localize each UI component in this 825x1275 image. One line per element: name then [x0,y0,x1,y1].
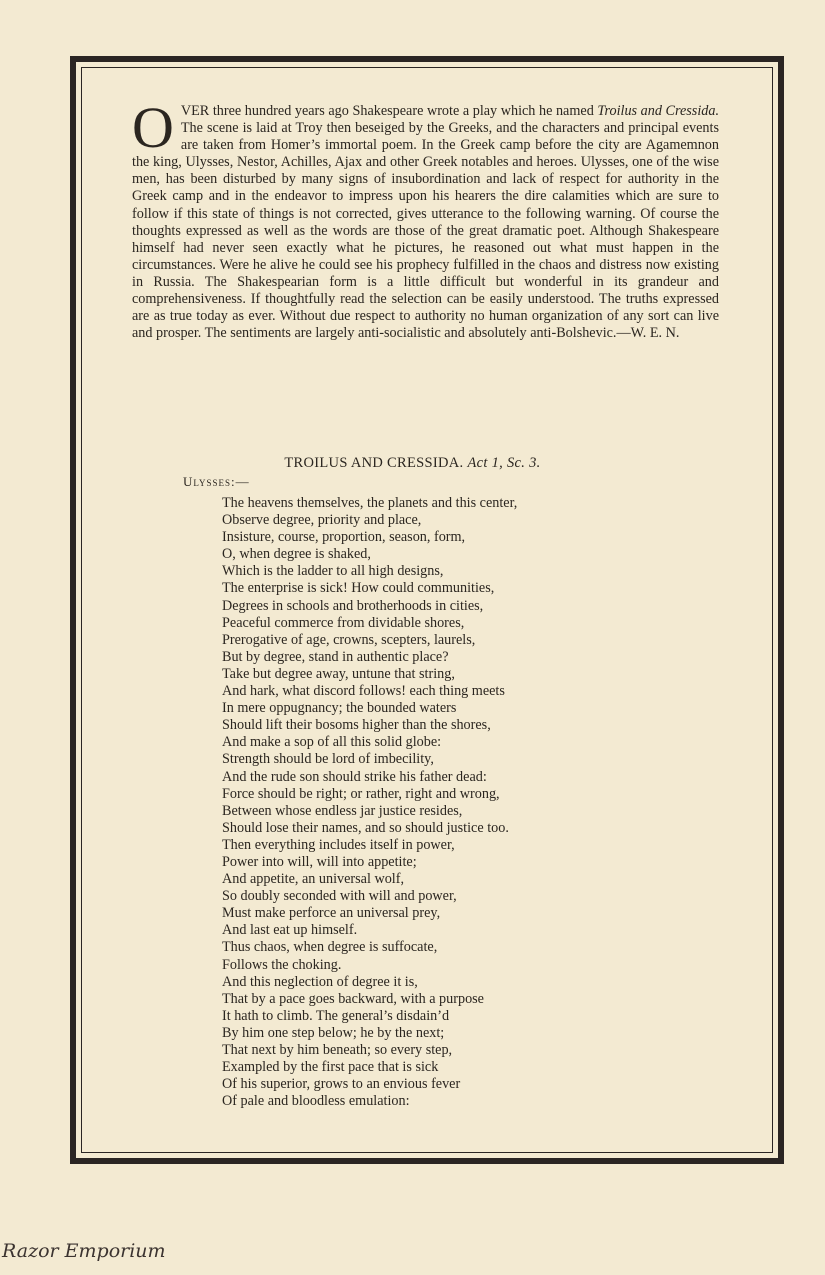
poem-line: Of his superior, grows to an envious fever [222,1076,461,1093]
speaker-label: Ulysses:— [183,474,250,489]
poem-line: Insisture, course, proportion, season, form, [222,529,466,546]
poem-line: So doubly seconded with will and power, [222,888,457,905]
poem-line: Force should be right; or rather, right and wrong, [222,785,500,802]
poem-line: It hath to climb. The general’s disdain’d [222,1007,450,1024]
poem-line: Thus chaos, when degree is suffocate, [222,939,438,956]
poem-line: O, when degree is shaked, [222,546,371,563]
section-heading [0,455,825,472]
poem-line: Which is the ladder to all high designs, [222,563,444,580]
poem-line: Take but degree away, untune that string, [222,665,455,682]
poem-line: And make a sop of all this solid globe: [222,734,442,751]
poem-line: And appetite, an universal wolf, [222,871,405,888]
drop-cap: O [132,95,174,160]
poem-line: Observe degree, priority and place, [222,512,422,529]
poem-verse [222,495,517,1110]
poem-line: Should lose their names, and so should justice too. [222,819,509,836]
poem-line: The enterprise is sick! How could communities, [222,580,495,597]
poem-line: Strength should be lord of imbecility, [222,751,434,768]
poem-line: Degrees in schools and brotherhoods in cities, [222,597,484,614]
poem-line: Follows the choking. [222,956,342,973]
poem-line: Power into will, will into appetite; [222,853,417,870]
act-scene: Act 1, Sc. 3. [467,455,541,471]
intro-text-start: VER three hundred years ago Shakespeare wrote a play which he named [180,103,598,119]
poem-line: The heavens themselves, the planets and this center, [222,495,518,511]
poem-line: Peaceful commerce from dividable shores, [222,614,465,631]
play-title-italic: Troilus and Cressida. [597,103,719,119]
poem-line: And hark, what discord follows! each thing meets [222,683,505,700]
watermark-logo: Razor Emporium [2,1240,166,1262]
poem-line: And the rude son should strike his father dead: [222,768,487,785]
intro-paragraph [132,95,719,342]
poem-line: And this neglection of degree it is, [222,973,418,990]
poem-line: By him one step below; he by the next; [222,1024,445,1041]
poem-line: Must make perforce an universal prey, [222,905,441,922]
play-title: TROILUS AND CRESSIDA. [284,455,464,471]
poem-line: That next by him beneath; so every step, [222,1042,453,1058]
poem-line: Of pale and bloodless emulation: [222,1093,410,1110]
poem-line: In mere oppugnancy; the bounded waters [222,700,457,717]
poem-line: Should lift their bosoms higher than the shores, [222,717,491,734]
poem-line: Exampled by the first pace that is sick [222,1059,439,1076]
poem-line: But by degree, stand in authentic place? [222,648,449,665]
intro-text-rest: The scene is laid at Troy then beseiged by the Greeks, and the characters and principal events are taken from Homer’s immortal poem. In the Greek camp before the city are Agamemnon the king, Ulysses, Nestor, Achilles, Ajax and other Greek notables and heroes. Ulysses, one of the wise men, has been disturbed by many signs of insubordination and lack of respect for authority in the Greek camp and in the endeavor to impress upon his hearers the dire calamities which are sure to follow if this state of things is not corrected, gives utterance to the following warning. Of course the thoughts expressed as well as the words are those of the great dramatic poet. Although Shakespeare himself had never seen exactly what he pictures, he reasoned out what must happen in the circumstances. Were he alive he could see his prophecy fulfilled in the chaos and distress now existing in Russia. The Shakespearian form is a little difficult but wonderful in its grandeur and comprehensiveness. If thoughtfully read the selection can be easily understood. The truths expressed are as true today as ever. Without due respect to authority no human organization of any sort can live and prosper. The sentiments are largely anti-socialistic and absolutely anti-Bolshevic.—W. E. N. [132,120,719,342]
poem-line: Prerogative of age, crowns, scepters, laurels, [222,631,476,648]
poem-line: That by a pace goes backward, with a purpose [222,990,484,1007]
poem-line: And last eat up himself. [222,922,358,939]
poem-line: Between whose endless jar justice resides, [222,802,463,819]
poem-line: Then everything includes itself in power, [222,836,455,853]
